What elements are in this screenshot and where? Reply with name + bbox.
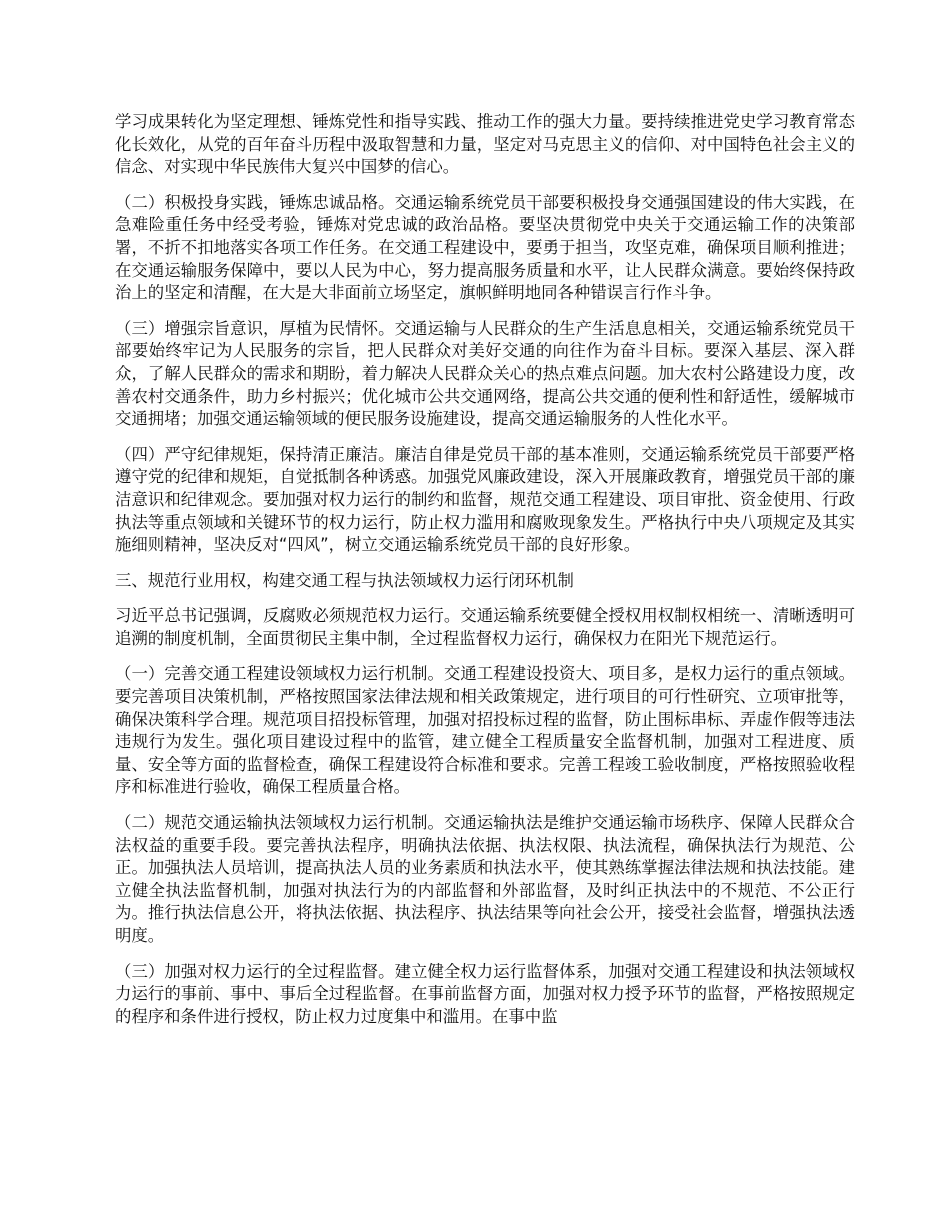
paragraph-7: （二）规范交通运输执法领域权力运行机制。交通运输执法是维护交通运输市场秩序、保障人民群众合法权益的重要手段。要完善执法程序，明确执法依据、执法权限、执法流程，确保执法行为规范、公正。加强执法人员培训，提高执法人员的业务素质和执法水平，使其熟练掌握法律法规和执法技能。建立健全执法监督机制，加强对执法行为的内部监督和外部监督，及时纠正执法中的不规范、不公正行为。推行执法信息公开，将执法依据、执法程序、执法结果等向社会公开，接受社会监督，增强执法透明度。 (115, 813, 855, 945)
paragraph-6: （一）完善交通工程建设领域权力运行机制。交通工程建设投资大、项目多，是权力运行的重点领域。要完善项目决策机制，严格按照国家法律法规和相关政策规定，进行项目的可行性研究、立项审批等，确保决策科学合理。规范项目招投标管理，加强对招投标过程的监督，防止围标串标、弄虚作假等违法违规行为发生。强化项目建设过程中的监管，建立健全工程质量安全监督机制，加强对工程进度、质量、安全等方面的监督检查，确保工程建设符合标准和要求。完善工程竣工验收制度，严格按照验收程序和标准进行验收，确保工程质量合格。 (115, 664, 855, 797)
paragraph-3: （三）增强宗旨意识，厚植为民情怀。交通运输与人民群众的生产生活息息相关，交通运输系统党员干部要始终牢记为人民服务的宗旨，把人民群众对美好交通的向往作为奋斗目标。要深入基层、深入群众，了解人民群众的需求和期盼，着力解决人民群众关心的热点难点问题。加大农村公路建设力度，改善农村交通条件，助力乡村振兴；优化城市公共交通网络，提高公共交通的便利性和舒适性，缓解城市交通拥堵；加强交通运输领域的便民服务设施建设，提高交通运输服务的人性化水平。 (115, 318, 855, 429)
paragraph-4: （四）严守纪律规矩，保持清正廉洁。廉洁自律是党员干部的基本准则，交通运输系统党员干部要严格遵守党的纪律和规矩，自觉抵制各种诱惑。加强党风廉政建设，深入开展廉政教育，增强党员干部的廉洁意识和纪律观念。要加强对权力运行的制约和监督，规范交通工程建设、项目审批、资金使用、行政执法等重点领域和关键环节的权力运行，防止权力滥用和腐败现象发生。严格执行中央八项规定及其实施细则精神，坚决反对“四风”，树立交通运输系统党员干部的良好形象。 (115, 444, 855, 555)
paragraph-8: （三）加强对权力运行的全过程监督。建立健全权力运行监督体系，加强对交通工程建设和执法领域权力运行的事前、事中、事后全过程监督。在事前监督方面，加强对权力授予环节的监督，严格按照规定的程序和条件进行授权，防止权力过度集中和滥用。在事中监 (115, 961, 855, 1026)
paragraph-1: 学习成果转化为坚定理想、锤炼党性和指导实践、推动工作的强大力量。要持续推进党史学习教育常态化长效化，从党的百年奋斗历程中汲取智慧和力量，坚定对马克思主义的信仰、对中国特色社会主义的信念、对实现中华民族伟大复兴中国梦的信心。 (115, 112, 855, 177)
document-page (115, 111, 855, 1041)
section-heading: 三、规范行业用权，构建交通工程与执法领域权力运行闭环机制 (115, 570, 574, 590)
paragraph-5: 习近平总书记强调，反腐败必须规范权力运行。交通运输系统要健全授权用权制权相统一、清晰透明可追溯的制度机制，全面贯彻民主集中制，全过程监督权力运行，确保权力在阳光下规范运行。 (115, 606, 855, 648)
paragraph-2: （二）积极投身实践，锤炼忠诚品格。交通运输系统党员干部要积极投身交通强国建设的伟大实践，在急难险重任务中经受考验，锤炼对党忠诚的政治品格。要坚决贯彻党中央关于交通运输工作的决策部署，不折不扣地落实各项工作任务。在交通工程建设中，要勇于担当，攻坚克难，确保项目顺利推进；在交通运输服务保障中，要以人民为中心，努力提高服务质量和水平，让人民群众满意。要始终保持政治上的坚定和清醒，在大是大非面前立场坚定，旗帜鲜明地同各种错误言行作斗争。 (115, 192, 855, 303)
